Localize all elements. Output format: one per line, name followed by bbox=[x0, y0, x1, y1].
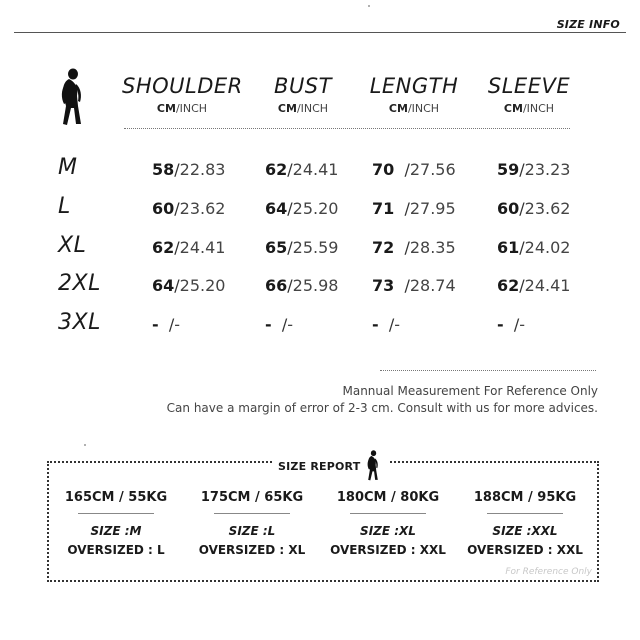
value-separator: / bbox=[519, 276, 525, 295]
entry-divider bbox=[78, 513, 154, 514]
measurement-cell bbox=[152, 238, 225, 257]
recommended-size: SIZE :XL bbox=[360, 524, 416, 538]
value-separator: / bbox=[174, 238, 180, 257]
recommended-size: SIZE :XXL bbox=[492, 524, 558, 538]
entry-divider bbox=[214, 513, 290, 514]
inch-value: 22.83 bbox=[179, 160, 226, 179]
measurement-cell bbox=[265, 199, 338, 218]
measurement-cell bbox=[497, 199, 570, 218]
measurement-cell bbox=[152, 315, 180, 334]
cm-value: 62 bbox=[265, 160, 288, 179]
value-separator: / bbox=[394, 160, 410, 179]
cm-value: 72 bbox=[372, 238, 395, 257]
cm-value: 73 bbox=[372, 276, 395, 295]
report-reference-note: For Reference Only bbox=[505, 567, 592, 577]
measurement-cell bbox=[372, 315, 400, 334]
cm-value: 58 bbox=[152, 160, 175, 179]
inch-value: - bbox=[174, 315, 180, 334]
measurement-cell bbox=[152, 160, 225, 179]
inch-value: 24.02 bbox=[524, 238, 571, 257]
cm-value: - bbox=[152, 315, 159, 334]
inch-value: 24.41 bbox=[524, 276, 571, 295]
cm-value: 60 bbox=[497, 199, 520, 218]
measurement-cell bbox=[497, 160, 570, 179]
recommended-size: SIZE :M bbox=[90, 524, 142, 538]
margin-note: Can have a margin of error of 2-3 cm. Consult with us for more advices. bbox=[166, 401, 598, 415]
size-label: M bbox=[58, 155, 78, 180]
size-report-title: SIZE REPORT bbox=[278, 459, 361, 473]
inch-value: 24.41 bbox=[292, 160, 339, 179]
recommended-size: SIZE :L bbox=[228, 524, 276, 538]
top-divider bbox=[14, 32, 626, 33]
size-report-entry bbox=[323, 490, 453, 557]
body-measurement: 165CM / 55KG bbox=[64, 490, 168, 505]
inch-value: 28.35 bbox=[409, 238, 456, 257]
notes-dotted-divider bbox=[380, 370, 596, 371]
cm-value: - bbox=[265, 315, 272, 334]
value-separator: / bbox=[519, 238, 525, 257]
value-separator: / bbox=[158, 315, 175, 334]
cm-value: - bbox=[497, 315, 504, 334]
inch-value: 25.20 bbox=[179, 276, 226, 295]
value-separator: / bbox=[287, 238, 293, 257]
size-report-entry bbox=[460, 490, 590, 557]
value-separator: / bbox=[394, 238, 410, 257]
entry-divider bbox=[350, 513, 426, 514]
value-separator: / bbox=[287, 160, 293, 179]
column-header-sleeve: SLEEVE bbox=[487, 74, 571, 98]
entry-divider bbox=[487, 513, 563, 514]
cm-value: 64 bbox=[152, 276, 175, 295]
human-figure-icon bbox=[56, 68, 88, 128]
inch-value: 25.98 bbox=[292, 276, 339, 295]
size-label: L bbox=[58, 194, 71, 219]
measurement-cell bbox=[265, 276, 338, 295]
measurement-cell bbox=[372, 238, 456, 257]
value-separator: / bbox=[378, 315, 395, 334]
size-report-header bbox=[272, 450, 388, 482]
column-header-length: LENGTH bbox=[369, 74, 459, 98]
measurement-cell bbox=[497, 238, 570, 257]
human-figure-icon bbox=[364, 450, 382, 482]
cm-value: 62 bbox=[152, 238, 175, 257]
speck bbox=[84, 444, 86, 446]
measurement-cell bbox=[265, 238, 338, 257]
value-separator: / bbox=[174, 199, 180, 218]
column-unit-sleeve: CM/INCH bbox=[503, 102, 555, 115]
reference-note: Mannual Measurement For Reference Only bbox=[342, 384, 598, 398]
header-dotted-divider bbox=[124, 128, 570, 129]
inch-value: 24.41 bbox=[179, 238, 226, 257]
value-separator: / bbox=[394, 199, 410, 218]
inch-value: 28.74 bbox=[409, 276, 456, 295]
value-separator: / bbox=[394, 276, 410, 295]
cm-value: 62 bbox=[497, 276, 520, 295]
cm-value: 64 bbox=[265, 199, 288, 218]
inch-value: 23.23 bbox=[524, 160, 571, 179]
inch-value: 23.62 bbox=[179, 199, 226, 218]
cm-value: - bbox=[372, 315, 379, 334]
size-report-entry bbox=[187, 490, 317, 557]
measurement-cell bbox=[152, 276, 225, 295]
cm-value: 60 bbox=[152, 199, 175, 218]
measurement-cell bbox=[152, 199, 225, 218]
column-unit-length: CM/INCH bbox=[388, 102, 440, 115]
measurement-cell bbox=[265, 160, 338, 179]
value-separator: / bbox=[287, 276, 293, 295]
column-header-shoulder: SHOULDER bbox=[122, 74, 243, 98]
measurement-cell bbox=[372, 160, 456, 179]
speck bbox=[368, 5, 370, 7]
column-unit-shoulder: CM/INCH bbox=[156, 102, 208, 115]
cm-value: 66 bbox=[265, 276, 288, 295]
value-separator: / bbox=[174, 160, 180, 179]
column-header-bust: BUST bbox=[274, 74, 332, 98]
inch-value: - bbox=[287, 315, 293, 334]
cm-value: 65 bbox=[265, 238, 288, 257]
oversized-size: OVERSIZED : XXL bbox=[330, 543, 446, 557]
body-measurement: 180CM / 80KG bbox=[336, 490, 440, 505]
value-separator: / bbox=[519, 160, 525, 179]
cm-value: 59 bbox=[497, 160, 520, 179]
inch-value: 23.62 bbox=[524, 199, 571, 218]
cm-value: 61 bbox=[497, 238, 520, 257]
body-measurement: 175CM / 65KG bbox=[200, 490, 304, 505]
measurement-cell bbox=[265, 315, 293, 334]
oversized-size: OVERSIZED : XXL bbox=[467, 543, 583, 557]
value-separator: / bbox=[519, 199, 525, 218]
value-separator: / bbox=[287, 199, 293, 218]
inch-value: 27.56 bbox=[409, 160, 456, 179]
measurement-cell bbox=[497, 315, 525, 334]
measurement-cell bbox=[497, 276, 570, 295]
inch-value: 27.95 bbox=[409, 199, 456, 218]
value-separator: / bbox=[174, 276, 180, 295]
oversized-size: OVERSIZED : XL bbox=[198, 543, 306, 557]
inch-value: 25.59 bbox=[292, 238, 339, 257]
body-measurement: 188CM / 95KG bbox=[473, 490, 577, 505]
inch-value: - bbox=[394, 315, 400, 334]
value-separator: / bbox=[271, 315, 288, 334]
column-unit-bust: CM/INCH bbox=[277, 102, 329, 115]
size-label: 3XL bbox=[58, 310, 101, 335]
value-separator: / bbox=[503, 315, 520, 334]
size-info-title: SIZE INFO bbox=[556, 18, 620, 31]
cm-value: 70 bbox=[372, 160, 395, 179]
measurement-cell bbox=[372, 276, 456, 295]
size-report-entry bbox=[51, 490, 181, 557]
cm-value: 71 bbox=[372, 199, 395, 218]
measurement-cell bbox=[372, 199, 456, 218]
inch-value: 25.20 bbox=[292, 199, 339, 218]
oversized-size: OVERSIZED : L bbox=[67, 543, 165, 557]
size-label: 2XL bbox=[58, 271, 101, 296]
inch-value: - bbox=[519, 315, 525, 334]
size-label: XL bbox=[58, 233, 87, 258]
